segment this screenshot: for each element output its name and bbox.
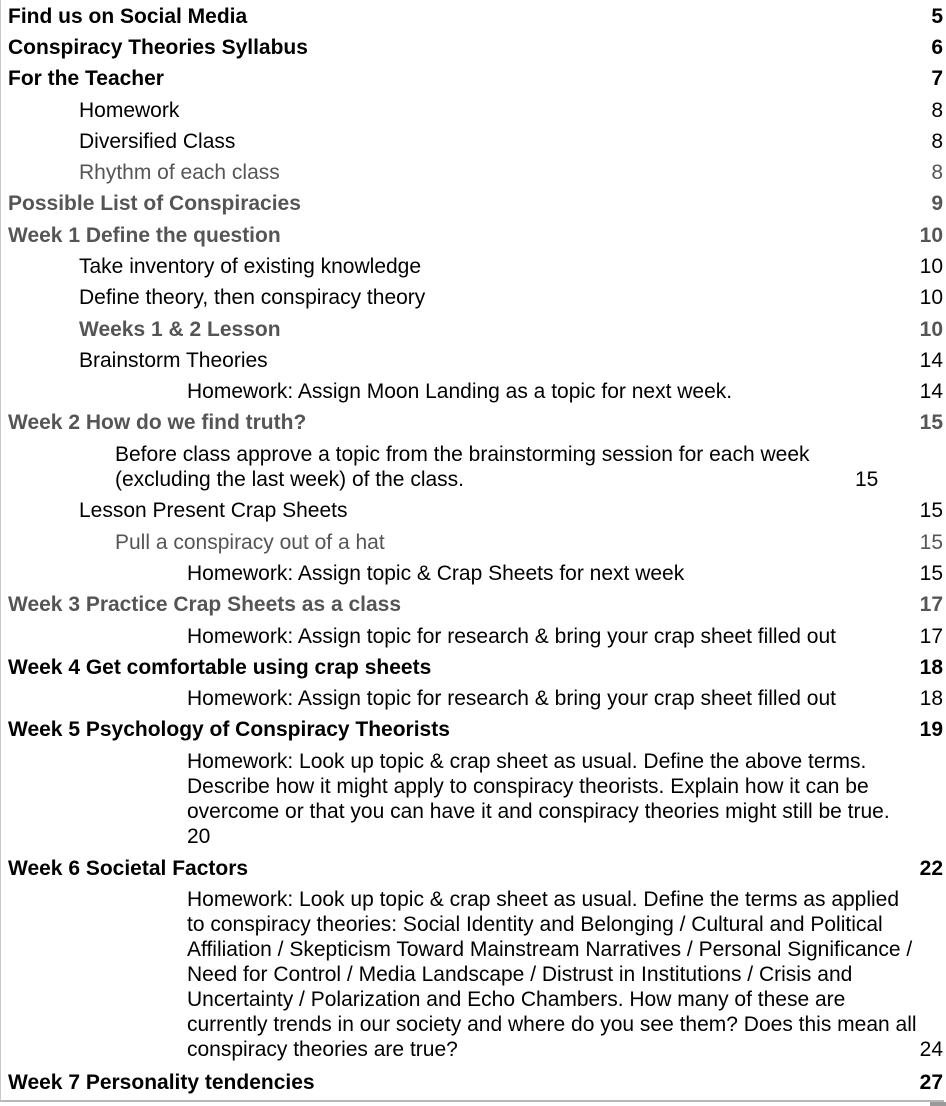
toc-entry[interactable]: [8, 856, 943, 881]
toc-entry-page: 9: [931, 192, 943, 215]
toc-entry-title: Week 4 Get comfortable using crap sheets: [8, 656, 432, 679]
toc-entry[interactable]: [79, 498, 943, 523]
toc-entry[interactable]: [187, 686, 943, 711]
toc-entry-title: Homework: Assign topic & Crap Sheets for next week: [187, 562, 685, 585]
toc-entry-title: For the Teacher: [8, 67, 164, 90]
toc-entry-title: Lesson Present Crap Sheets: [79, 499, 348, 522]
toc-entry-title: Homework: Look up topic & crap sheet as usual. Define the terms as applied to conspiracy theories: Social Identity and Belonging / Cultural and Political Affiliation / Skepticism Toward Mainstream Narratives / Personal Significance / Need for Control / Media Landscape / Distrust in Institutions / Crisis and Uncertainty / Polarization and Echo Chambers. How many of these are currently trends in our society and where do you see them? Does this mean all conspiracy theories are true?: [187, 888, 917, 1061]
toc-entry[interactable]: [79, 285, 943, 310]
toc-entry-page: 15: [919, 411, 943, 434]
toc-entry-title: Week 3 Practice Crap Sheets as a class: [8, 593, 402, 616]
toc-entry[interactable]: [79, 348, 943, 373]
toc-entry-page: 14: [919, 349, 943, 372]
toc-entry-title: Homework: Assign topic for research & bring your crap sheet filled out: [187, 687, 836, 710]
toc-entry-page: 10: [919, 224, 943, 247]
toc-entry-page: 17: [919, 625, 943, 648]
toc-entry-title: Pull a conspiracy out of a hat: [115, 531, 385, 554]
toc-entry-title: Find us on Social Media: [8, 5, 248, 28]
toc-entry[interactable]: [79, 98, 943, 123]
toc-entry-title: Possible List of Conspiracies: [8, 192, 301, 215]
toc-entry[interactable]: [79, 254, 943, 279]
toc-entry-title: Homework: Assign Moon Landing as a topic for next week.: [187, 380, 733, 403]
toc-entry-page: 15: [919, 531, 943, 554]
toc-entry-page: 10: [919, 255, 943, 278]
toc-entry-title: Diversified Class: [79, 130, 236, 153]
toc-entry-title: Homework: [79, 99, 180, 122]
toc-entry-page: 8: [931, 99, 943, 122]
toc-entry-title: Conspiracy Theories Syllabus: [8, 36, 308, 59]
toc-entry[interactable]: [8, 410, 943, 435]
toc-entry-page: 17: [919, 593, 943, 616]
toc-entry[interactable]: [8, 35, 943, 60]
toc-entry-title: Rhythm of each class: [79, 161, 280, 184]
toc-entry[interactable]: [187, 749, 943, 849]
toc-entry-page: 6: [931, 36, 943, 59]
toc-entry-title: Week 2 How do we find truth?: [8, 411, 307, 434]
toc-entry[interactable]: [8, 592, 943, 617]
toc-entry-title: Homework: Assign topic for research & bring your crap sheet filled out: [187, 625, 836, 648]
toc-entry[interactable]: [8, 1070, 943, 1095]
toc-entry-page: 22: [919, 857, 943, 880]
toc-entry[interactable]: [187, 624, 943, 649]
toc-entry-page: 19: [919, 718, 943, 741]
toc-entry-title: Brainstorm Theories: [79, 349, 268, 372]
toc-entry-title: Take inventory of existing knowledge: [79, 255, 422, 278]
toc-entry-title: Week 5 Psychology of Conspiracy Theorists: [8, 718, 450, 741]
toc-entry-page: 10: [919, 318, 943, 341]
toc-entry-title: Define theory, then conspiracy theory: [79, 286, 426, 309]
toc-entry[interactable]: [8, 66, 943, 91]
toc-entry-page: 24: [919, 1038, 943, 1061]
toc-entry-page: 8: [931, 130, 943, 153]
toc-entry[interactable]: [187, 379, 943, 404]
toc-entry-page: 15: [919, 562, 943, 585]
toc-entry[interactable]: [79, 317, 943, 342]
toc-entry-page: 27: [919, 1071, 943, 1094]
toc-entry-page: 7: [931, 67, 943, 90]
toc-entry[interactable]: [79, 129, 943, 154]
toc-entry[interactable]: [8, 4, 943, 29]
toc-entry[interactable]: [187, 887, 943, 1062]
toc-entry[interactable]: [8, 191, 943, 216]
toc-entry-page: 15: [855, 468, 879, 491]
toc-entry-title: Week 7 Personality tendencies: [8, 1071, 315, 1094]
toc-entry-title: Week 1 Define the question: [8, 224, 281, 247]
toc-entry[interactable]: [79, 160, 943, 185]
toc-entry-page: 18: [919, 687, 943, 710]
page-corner-mark: [930, 1102, 946, 1106]
toc-entry-page: 10: [919, 286, 943, 309]
toc-entry-title: Homework: Look up topic & crap sheet as usual. Define the above terms. Describe how it might apply to conspiracy theorists. Explain how it can be overcome or that you can have it and conspiracy theories might still be true.: [187, 750, 890, 823]
toc-entry-page: 14: [919, 380, 943, 403]
toc-entry-title: Week 6 Societal Factors: [8, 857, 249, 880]
toc-entry-page: 15: [919, 499, 943, 522]
toc-entry-title: Weeks 1 & 2 Lesson: [79, 318, 281, 341]
toc-entry[interactable]: [115, 530, 943, 555]
toc-entry[interactable]: [8, 223, 943, 248]
toc-entry-page: 8: [931, 161, 943, 184]
toc-entry[interactable]: [8, 717, 943, 742]
toc-entry[interactable]: [8, 655, 943, 680]
toc-entry-page: 5: [931, 5, 943, 28]
toc-entry[interactable]: [115, 442, 943, 492]
toc-entry-page: 20: [187, 825, 211, 848]
toc-entry-title: Before class approve a topic from the brainstorming session for each week (excluding the last week) of the class.: [115, 443, 810, 491]
toc-entry-page: 18: [919, 656, 943, 679]
toc-entry[interactable]: [187, 561, 943, 586]
